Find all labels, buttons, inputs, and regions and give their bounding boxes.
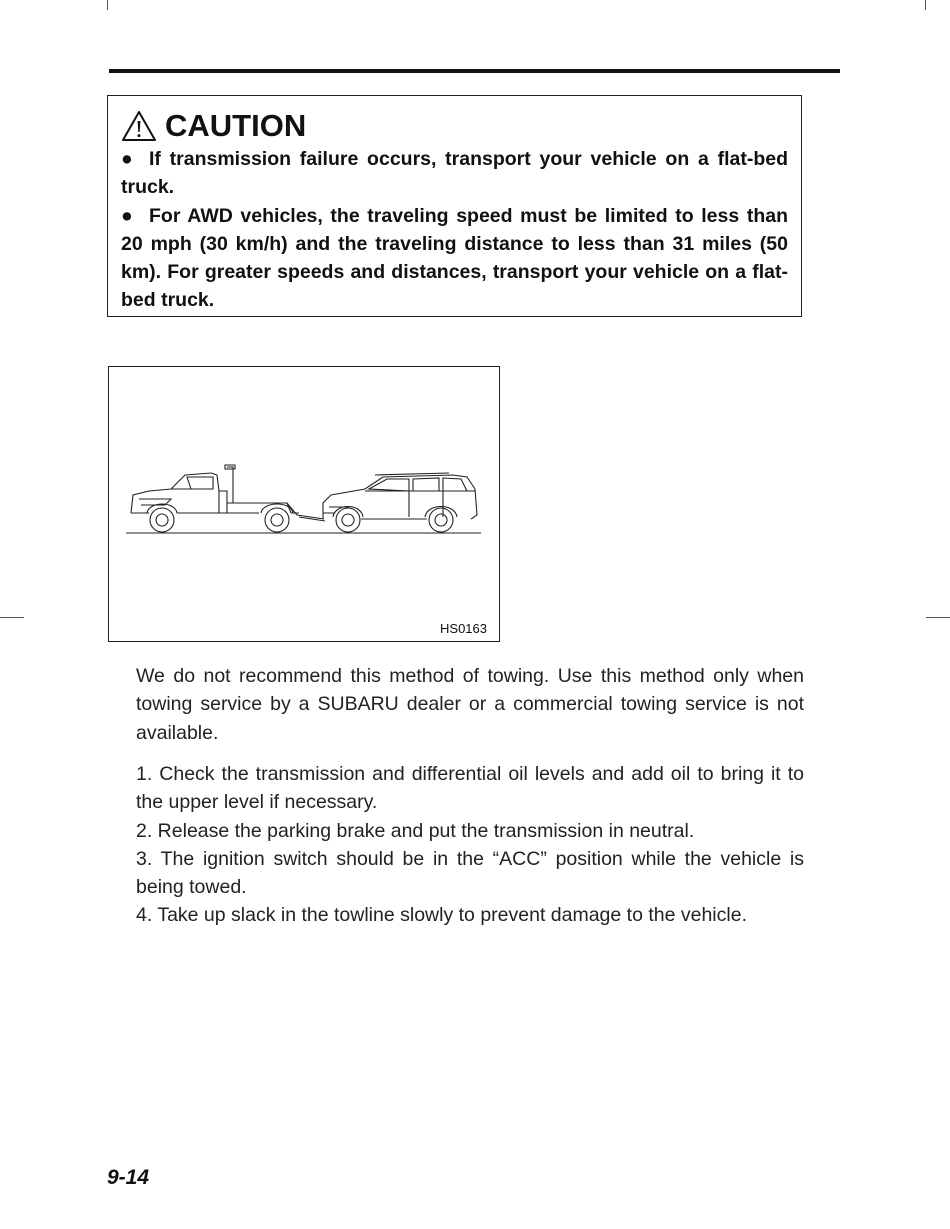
warning-triangle-icon	[121, 110, 157, 142]
caution-header	[121, 106, 788, 142]
crop-mark-top-right	[925, 0, 926, 10]
caution-box	[107, 95, 802, 317]
crop-mark-left	[0, 617, 24, 618]
intro-paragraph: We do not recommend this method of towing. Use this method only when towing service by a SUBARU dealer or a commercial towing service is not available.	[136, 665, 804, 744]
bullet-icon: ●	[121, 148, 133, 170]
tow-truck-and-car-drawing	[109, 367, 501, 643]
caution-item-text: If transmission failure occurs, transport your vehicle on a flat-bed truck.	[121, 148, 788, 199]
figure-code: HS0163	[440, 621, 487, 636]
towing-illustration	[108, 366, 500, 642]
bullet-icon: ●	[121, 204, 133, 227]
list-item: 4. Take up slack in the towline slowly to prevent damage to the vehicle.	[136, 904, 747, 927]
list-item: 3. The ignition switch should be in the “ACC” position while the vehicle is being towed.	[136, 847, 804, 899]
crop-mark-right	[926, 617, 950, 618]
crop-mark-top-left	[107, 0, 108, 10]
caution-title: CAUTION	[165, 108, 307, 143]
caution-item	[121, 145, 788, 202]
caution-item-text: For AWD vehicles, the traveling speed must be limited to less than 20 mph (30 km/h) and the traveling distance to less than 31 miles (50 km). For greater speeds and distances, transport your vehicle on a flat-bed truck.	[121, 204, 788, 312]
caution-item	[121, 202, 788, 315]
page-number: 9-14	[107, 1166, 150, 1189]
list-item: 2. Release the parking brake and put the transmission in neutral.	[136, 819, 695, 842]
list-item: 1. Check the transmission and differential oil levels and add oil to bring it to the upper level if necessary.	[136, 763, 804, 814]
header-rule	[109, 69, 840, 73]
step-list	[136, 760, 804, 930]
